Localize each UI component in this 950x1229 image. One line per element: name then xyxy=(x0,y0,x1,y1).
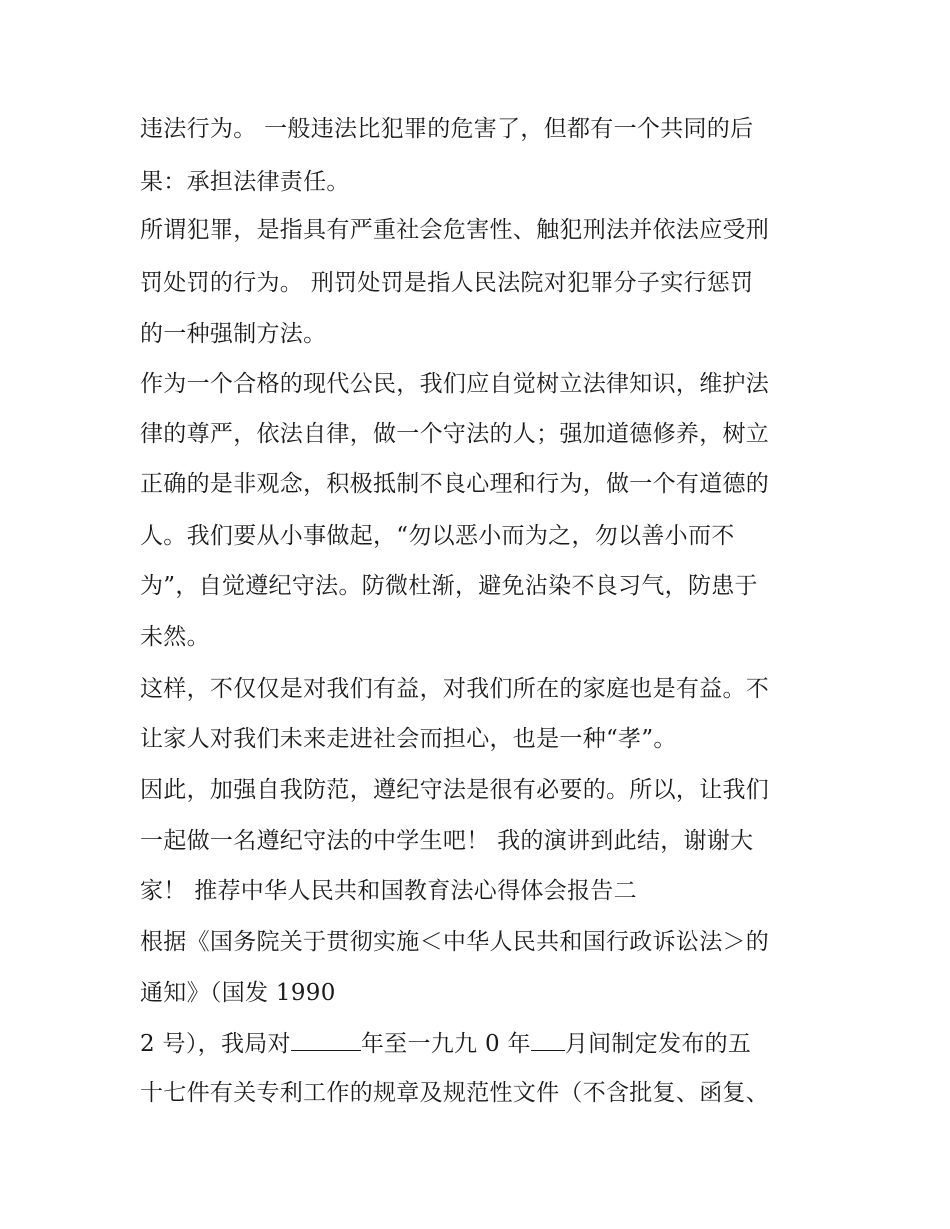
fill-blank xyxy=(291,1028,361,1051)
text-segment: 月间制定发布的五 xyxy=(564,1031,752,1057)
text-line: 果：承担法律责任。 xyxy=(140,169,350,195)
fill-blank xyxy=(531,1028,565,1051)
text-line: 罚处罚的行为。 刑罚处罚是指人民法院对犯罪分子实行惩罚 xyxy=(140,270,754,296)
text-line: 的一种强制方法。 xyxy=(140,321,327,347)
text-line: 人。我们要从小事做起，“勿以恶小而为之，勿以善小而不 xyxy=(140,523,735,549)
text-line: 律的尊严，依法自律，做一个守法的人；强加道德修养，树立 xyxy=(140,421,770,447)
text-line: 所谓犯罪，是指具有严重社会危害性、触犯刑法并依法应受刑 xyxy=(140,217,770,243)
text-line: 违法行为。 一般违法比犯罪的危害了，但都有一个共同的后 xyxy=(140,116,754,142)
text-line: 为”，自觉遵纪守法。防微杜渐，避免沾染不良习气，防患于 xyxy=(140,573,758,599)
text-line: 十七件有关专利工作的规章及规范性文件（不含批复、函复、 xyxy=(140,1080,770,1106)
text-line: 这样，不仅仅是对我们有益，对我们所在的家庭也是有益。不 xyxy=(140,676,770,702)
text-line: 未然。 xyxy=(140,624,210,650)
text-line: 家！ 推荐中华人民共和国教育法心得体会报告二 xyxy=(140,878,637,904)
text-line: 通知》（国发 1990 xyxy=(140,980,336,1006)
text-line: 根据《国务院关于贯彻实施＜中华人民共和国行政诉讼法＞的 xyxy=(140,929,770,955)
text-line: 一起做一名遵纪守法的中学生吧！ 我的演讲到此结，谢谢大 xyxy=(140,828,754,854)
text-line: 正确的是非观念，积极抵制不良心理和行为，做一个有道德的 xyxy=(140,471,770,497)
text-segment: 2 号），我局对 xyxy=(140,1031,291,1057)
text-line: 作为一个合格的现代公民，我们应自觉树立法律知识，维护法 xyxy=(140,371,770,397)
text-line: 让家人对我们未来走进社会而担心，也是一种“孝”。 xyxy=(140,726,677,752)
text-line-with-blanks xyxy=(140,1028,751,1059)
text-segment: 年至一九九 0 年 xyxy=(360,1031,531,1057)
text-line: 因此，加强自我防范，遵纪守法是很有必要的。所以，让我们 xyxy=(140,777,770,803)
